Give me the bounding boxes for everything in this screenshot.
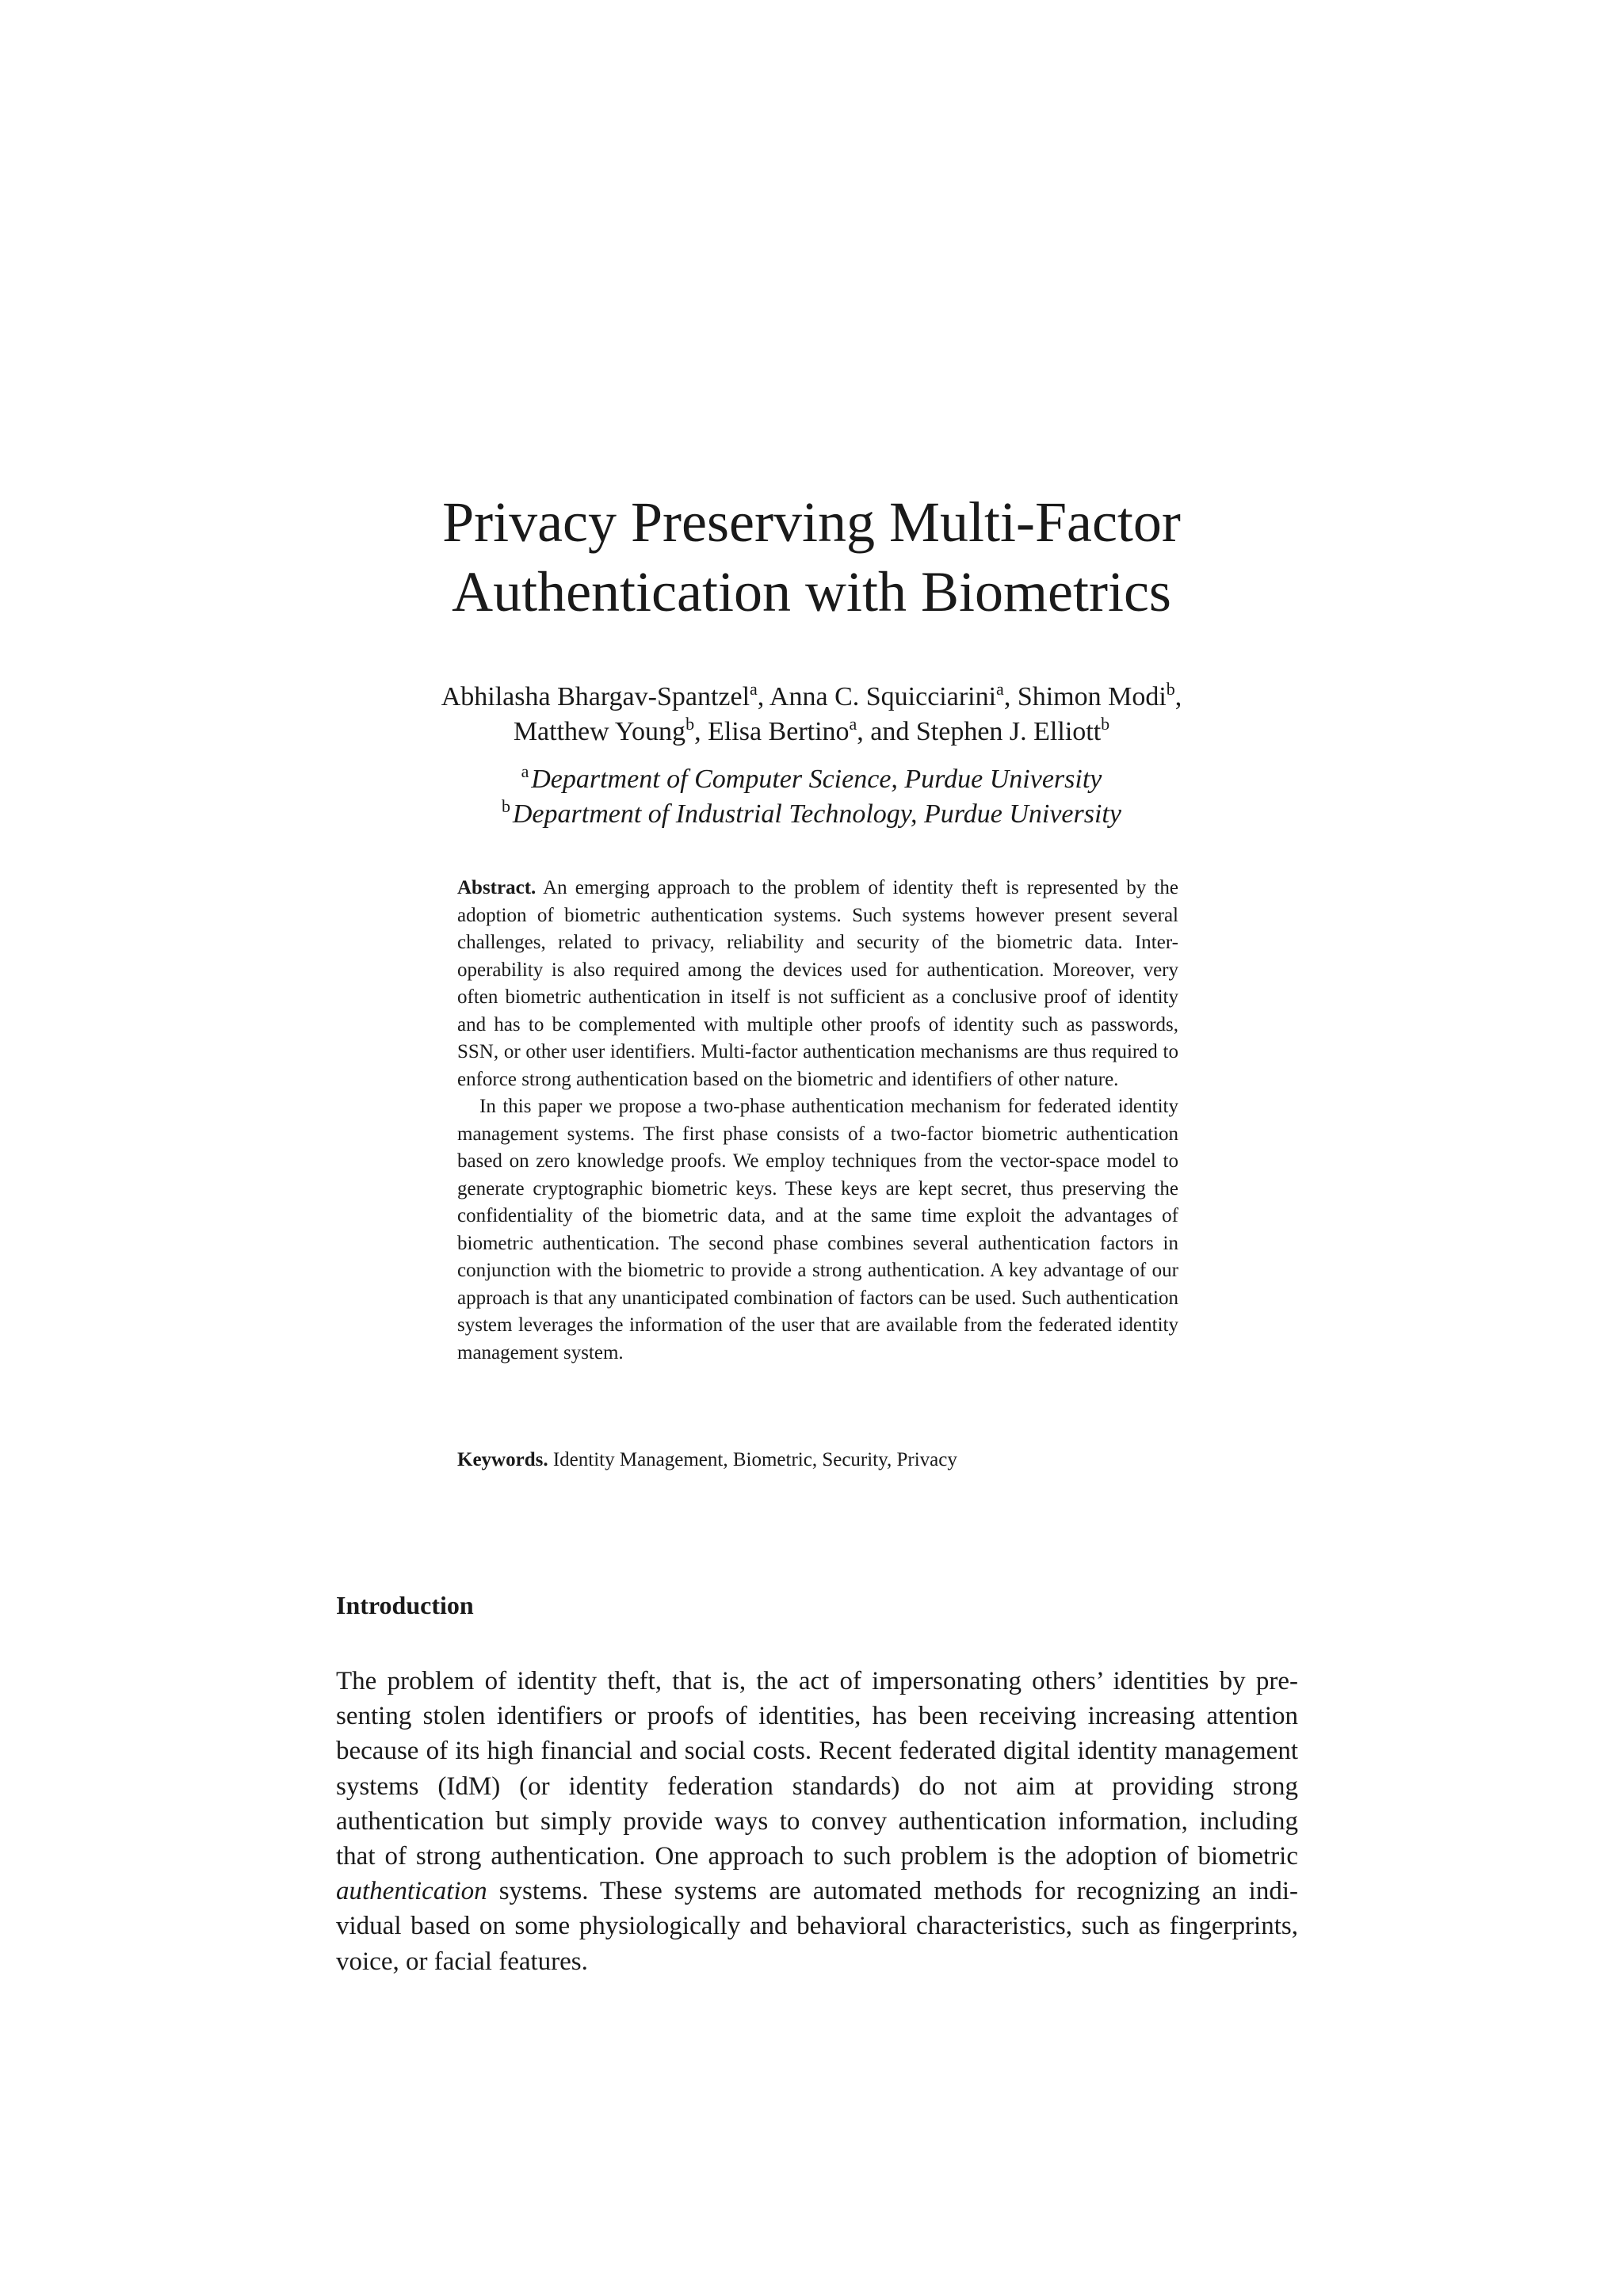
author-list <box>0 680 1623 749</box>
author-name: Shimon Modi <box>1017 682 1167 711</box>
title-line-1: Privacy Preserving Multi-Factor <box>442 490 1181 554</box>
author-affiliation-mark: b <box>1101 714 1110 734</box>
author-name: Matthew Young <box>513 717 686 746</box>
abstract-label: Abstract. <box>457 877 537 898</box>
author-name: Anna C. Squicciarini <box>769 682 997 711</box>
author-name: Abhilasha Bhargav-Spantzel <box>441 682 750 711</box>
section-heading-introduction: Introduction <box>336 1591 474 1619</box>
keywords-label: Keywords. <box>457 1449 548 1470</box>
introduction-paragraph <box>336 1664 1298 1979</box>
author-affiliation-mark: a <box>849 714 857 734</box>
affiliation-mark: b <box>502 796 511 816</box>
affiliation-text: Department of Industrial Technology, Purdue University <box>512 799 1121 829</box>
author-separator: , <box>757 682 769 711</box>
abstract-paragraph-1 <box>457 875 1178 1093</box>
abstract-text-1: An emerging approach to the problem of identity theft is represented by the adoption of biometric authentication systems. Such systems however present several challenges, related to privacy, reliability and security of the biometric data. Inter-operability is also required among the devices used for authentication. Moreover, very often biometric authentication in itself is not sufficient as a conclusive proof of identity and has to be complemented with multiple other proofs of identity such as passwords, SSN, or other user identifiers. Multi-factor authentication mechanisms are thus required to enforce strong authentication based on the biometric and identifiers of other nature. <box>457 877 1178 1090</box>
title-line-2: Authentication with Biometrics <box>452 560 1171 624</box>
author-separator: , and <box>857 717 916 746</box>
author-separator: , <box>1174 682 1182 711</box>
abstract-paragraph-2: In this paper we propose a two-phase authentication mechanism for federated identity management systems. The first phase consists of a two-factor biometric authentication based on zero knowledge proofs. We employ techniques from the vector-space model to generate cryptographic biometric keys. These keys are kept secret, thus preserving the confidentiality of the biometric data, and at the same time exploit the advantages of biometric authentication. The second phase combines several authentication factors in conjunction with the biometric to provide a strong authentication. A key advantage of our approach is that any unanticipated combination of factors can be used. Such authentication system leverages the information of the user that are available from the federated identity management system. <box>457 1096 1178 1363</box>
author-line-2 <box>0 715 1623 749</box>
introduction-text-end: systems. These systems are automated methods for recognizing an individual based on some physiologically and behavioral characteristics, such as fingerprints, voice, or facial features. <box>336 1877 1298 1976</box>
author-affiliation-mark: b <box>685 714 695 734</box>
introduction-text-start: The problem of identity theft, that is, the act of impersonating others’ identities by presenting stolen identifiers or proofs of identities, has been receiving increasing attention because of its high financial and social costs. Recent federated digital identity management systems (IdM) (or identity federation standards) do not aim at providing strong authentication but simply provide ways to convey authentication information, including that of strong authentication. One approach to such problem is the adoption of biometric <box>336 1667 1298 1871</box>
abstract <box>457 875 1178 1367</box>
affiliation-b <box>0 797 1623 832</box>
keywords-text: Identity Management, Biometric, Security, Privacy <box>552 1449 957 1470</box>
author-affiliation-mark: a <box>996 679 1004 699</box>
author-line-1 <box>0 680 1623 715</box>
author-affiliation-mark: a <box>750 679 758 699</box>
paper-title <box>0 487 1623 627</box>
affiliation-a <box>0 762 1623 797</box>
author-name: Elisa Bertino <box>708 717 850 746</box>
author-affiliation-mark: b <box>1166 679 1175 699</box>
affiliation-text: Department of Computer Science, Purdue University <box>531 765 1102 794</box>
introduction-emphasis: authentication <box>336 1877 487 1906</box>
affiliation-list <box>0 762 1623 832</box>
author-separator: , <box>1003 682 1018 711</box>
keywords <box>457 1447 1178 1474</box>
author-separator: , <box>694 717 708 746</box>
author-name: Stephen J. Elliott <box>915 717 1102 746</box>
affiliation-mark: a <box>521 761 529 781</box>
